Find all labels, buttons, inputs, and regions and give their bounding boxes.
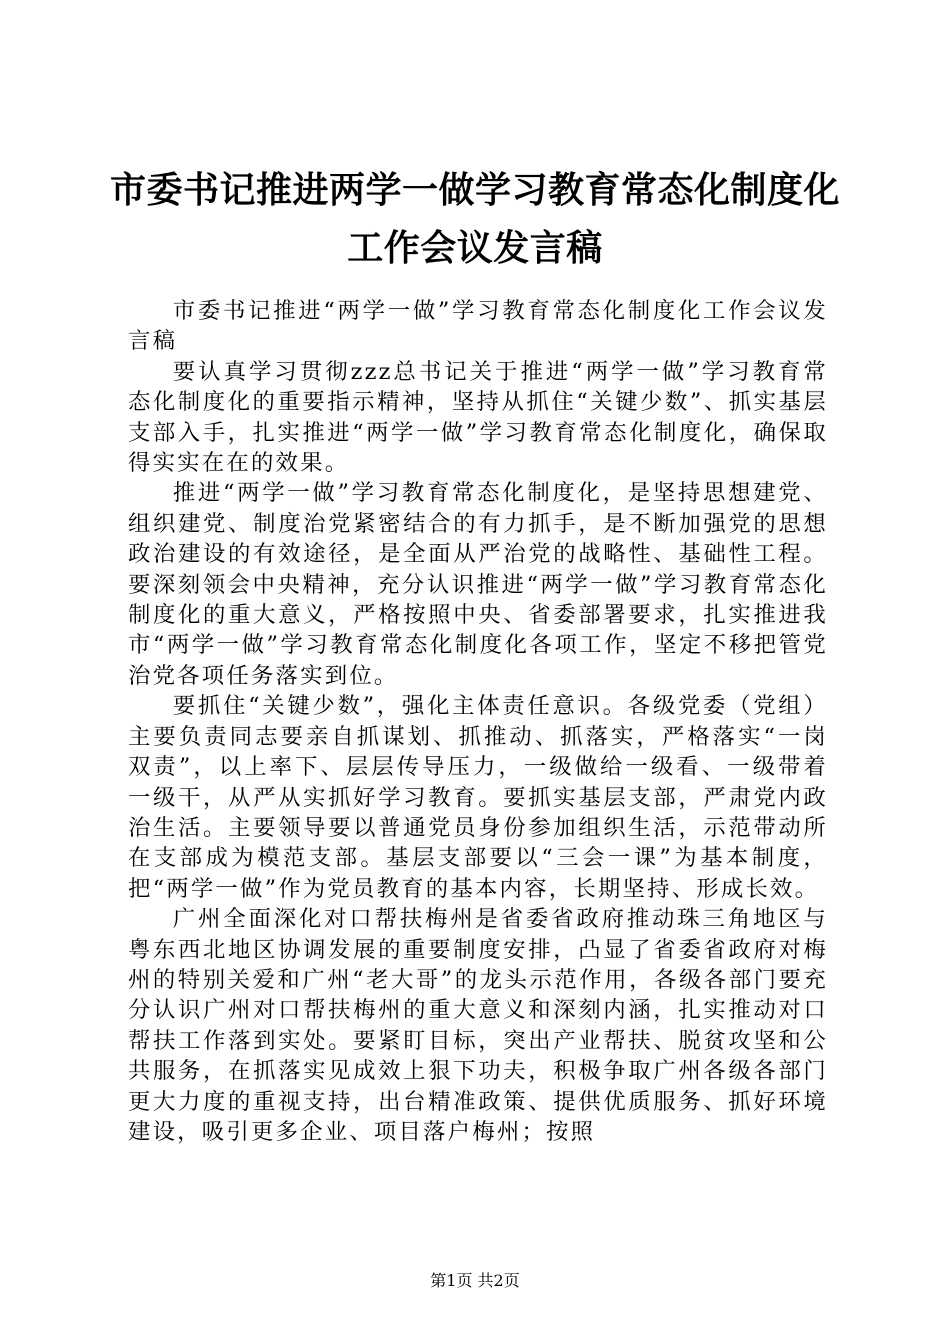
paragraph: 推进“两学一做”学习教育常态化制度化，是坚持思想建党、组织建党、制度治党紧密结合的有力抓手，是不断加强党的思想政治建设的有效途径，是全面从严治党的战略性、基础性工程。要深刻领会中央精神，充分认识推进“两学一做”学习教育常态化制度化的重大意义，严格按照中央、省委部署要求，扎实推进我市“两学一做”学习教育常态化制度化各项工作，坚定不移把管党治党各项任务落实到位。 — [128, 480, 828, 689]
document-title-line-2: 工作会议发言稿 — [347, 228, 603, 269]
paragraph: 广州全面深化对口帮扶梅州是省委省政府推动珠三角地区与粤东西北地区协调发展的重要制度安排，凸显了省委省政府对梅州的特别关爱和广州“老大哥”的龙头示范作用，各级各部门要充分认识广州对口帮扶梅州的重大意义和深刻内涵，扎实推动对口帮扶工作落到实处。要紧盯目标，突出产业帮扶、脱贫攻坚和公共服务，在抓落实见成效上狠下功夫，积极争取广州各级各部门更大力度的重视支持，出台精准政策、提供优质服务、抓好环境建设，吸引更多企业、项目落户梅州；按照 — [128, 906, 828, 1145]
paragraph-heading-repeat: 市委书记推进“两学一做”学习教育常态化制度化工作会议发言稿 — [128, 298, 828, 355]
document-body — [128, 296, 828, 1147]
paragraph: 要认真学习贯彻zzz总书记关于推进“两学一做”学习教育常态化制度化的重要指示精神，坚持从抓住“关键少数”、抓实基层支部入手，扎实推进“两学一做”学习教育常态化制度化，确保取得实实在在的效果。 — [128, 358, 828, 477]
document-title-line-1: 市委书记推进两学一做学习教育常态化制度化 — [109, 170, 840, 211]
page-number-footer: 第1页 共2页 — [430, 1271, 520, 1290]
paragraph: 要抓住“关键少数”，强化主体责任意识。各级党委（党组）主要负责同志要亲自抓谋划、抓推动、抓落实，严格落实“一岗双责”，以上率下、层层传导压力，一级做给一级看、一级带着一级干，从严从实抓好学习教育。要抓实基层支部，严肃党内政治生活。主要领导要以普通党员身份参加组织生活，示范带动所在支部成为模范支部。基层支部要以“三会一课”为基本制度，把“两学一做”作为党员教育的基本内容，长期坚持、形成长效。 — [128, 693, 828, 902]
